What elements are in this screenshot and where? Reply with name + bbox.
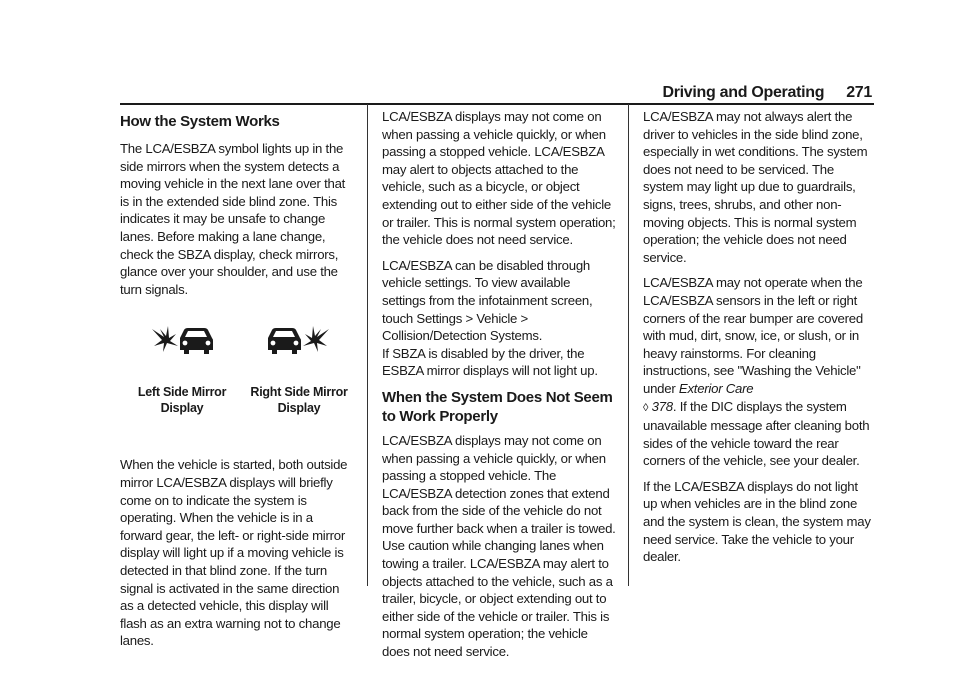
paragraph-text: . If the DIC displays the system unavailable message after cleaning both sides of the vehicle toward the rear corners of the vehicle, see your dealer.: [643, 398, 870, 469]
figure-caption: Display: [277, 401, 321, 416]
reference-arrow-icon: ◊: [643, 401, 649, 414]
paragraph: The LCA/ESBZA symbol lights up in the side mirrors when the system detects a moving vehicle in the next lane over that is in the extended side blind zone. This indicates it may be unsafe to change lanes. Before making a lane change, check the SBZA display, check mirrors, glance over your shoulder, and use the turn signals.: [120, 141, 346, 297]
paragraph: LCA/ESBZA displays may not come on when passing a vehicle quickly, or when passing a stopped vehicle. LCA/ESBZA may alert to objects attached to the vehicle, such as a bicycle, or object extending out to either side of the vehicle or trailer. This is normal system operation; the vehicle does not need service.: [382, 109, 616, 248]
column-2: [382, 108, 616, 669]
lca-left-mirror-icon: [150, 324, 214, 358]
header-rule: [120, 103, 874, 105]
figure-caption: Left Side Mirror: [137, 385, 227, 400]
section-heading: When the System Does Not Seem to Work Properly: [382, 388, 613, 425]
section-heading: How the System Works: [120, 113, 280, 130]
right-mirror-display: [234, 306, 364, 416]
paragraph: If SBZA is disabled by the driver, the ESBZA mirror displays will not light up.: [382, 345, 598, 379]
page-number: 271: [846, 84, 872, 101]
section-title: Driving and Operating: [662, 84, 825, 101]
paragraph-text: LCA/ESBZA may not operate when the LCA/ESBZA sensors in the left or right corners of the rear bumper are covered with mud, dirt, snow, ice, or slush, or in heavy rainstorms. For cleaning instructions, see "Washing the Vehicle" under: [643, 275, 863, 396]
paragraph: LCA/ESBZA may not always alert the driver to vehicles in the side blind zone, especially in wet conditions. The system does not need to be serviced. The system may light up due to guardrails, signs, trees, shrubs, and other non-moving objects. This is normal system operation; the vehicle does not need service.: [643, 109, 868, 265]
paragraph: If the LCA/ESBZA displays do not light up when vehicles are in the blind zone and the system is clean, the system may need service. Take the vehicle to your dealer.: [643, 478, 871, 565]
column-divider: [628, 104, 629, 586]
lca-right-mirror-icon: [267, 324, 331, 358]
column-1: [120, 108, 352, 658]
paragraph: When the vehicle is started, both outside mirror LCA/ESBZA displays will briefly come on to indicate the system is operating. When the vehicle is in a forward gear, the left- or right-side mirror display will light up if a moving vehicle is detected in that blind zone. If the turn signal is activated in the same direction as a detected vehicle, this display will flash as an extra warning not to change lanes.: [120, 457, 348, 649]
column-3: [643, 108, 875, 574]
cross-reference-title[interactable]: Exterior Care: [678, 380, 754, 396]
paragraph: [643, 274, 875, 470]
paragraph: LCA/ESBZA can be disabled through vehicle settings. To view available settings from the infotainment screen, touch Settings > Vehicle > Collision/Detection Systems.: [382, 257, 593, 344]
left-mirror-display: [120, 306, 244, 416]
column-divider: [367, 104, 368, 586]
cross-reference-page[interactable]: 378: [651, 398, 673, 414]
mirror-display-figure: [120, 306, 352, 456]
paragraph: LCA/ESBZA displays may not come on when passing a vehicle quickly, or when passing a stopped vehicle. The LCA/ESBZA detection zones that extend back from the side of the vehicle do not move further back when a trailer is towed. Use caution while changing lanes when towing a trailer. LCA/ESBZA may alert to objects attached to the vehicle, such as a trailer, bicycle, or object extending out to either side of the vehicle or trailer. This is normal system operation; the vehicle does not need service.: [382, 432, 616, 660]
page-header: [640, 84, 872, 102]
figure-caption: Display: [160, 401, 204, 416]
figure-caption: Right Side Mirror: [250, 385, 348, 400]
